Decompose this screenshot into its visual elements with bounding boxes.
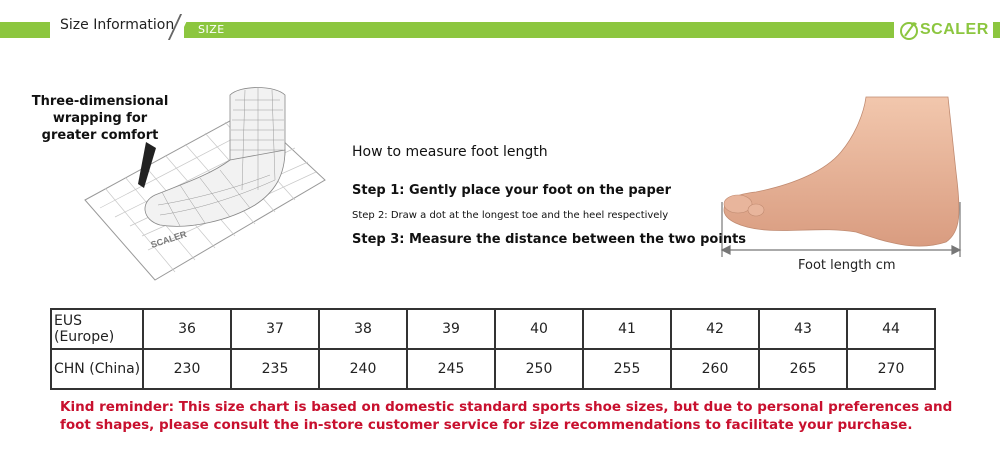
instructions-title: How to measure foot length [352, 144, 548, 160]
table-cell: 250 [495, 349, 583, 389]
row-header-chn: CHN (China) [51, 349, 143, 389]
section-subtitle: SIZE [198, 23, 225, 36]
table-cell: 270 [847, 349, 935, 389]
row-header-eus: EUS (Europe) [51, 309, 143, 349]
leaf-logo-icon [898, 19, 920, 41]
table-cell: 230 [143, 349, 231, 389]
foot-side-illustration [716, 92, 966, 267]
table-cell: 260 [671, 349, 759, 389]
table-cell: 36 [143, 309, 231, 349]
table-cell: 40 [495, 309, 583, 349]
table-cell: 41 [583, 309, 671, 349]
table-cell: 37 [231, 309, 319, 349]
foot-length-label: Foot length cm [798, 258, 896, 273]
table-cell: 240 [319, 349, 407, 389]
table-cell: 38 [319, 309, 407, 349]
table-cell: 43 [759, 309, 847, 349]
table-cell: 39 [407, 309, 495, 349]
instruction-step-3: Step 3: Measure the distance between the two points [352, 232, 747, 247]
wireframe-foot-illustration [80, 80, 330, 290]
table-row [51, 349, 935, 389]
brand-name: SCALER [920, 21, 989, 38]
table-cell: 265 [759, 349, 847, 389]
table-cell: 245 [407, 349, 495, 389]
instruction-step-1: Step 1: Gently place your foot on the paper [352, 183, 671, 198]
header-banner [0, 0, 1000, 44]
brand-logo [894, 16, 993, 44]
table-row [51, 309, 935, 349]
section-title: Size Information [50, 12, 184, 38]
table-cell: 42 [671, 309, 759, 349]
insole-brand: SCALER [149, 228, 188, 250]
kind-reminder-note: Kind reminder: This size chart is based on domestic standard sports shoe sizes, but due to personal preferences and foot shapes, please consult the in-store customer service for size recommendations to facilitate your purchase. [60, 399, 953, 433]
size-chart-table [50, 308, 936, 390]
illustration-caption: Three-dimensional wrapping for greater comfort [31, 94, 169, 143]
table-cell: 44 [847, 309, 935, 349]
table-cell: 255 [583, 349, 671, 389]
instruction-step-2: Step 2: Draw a dot at the longest toe and the heel respectively [352, 210, 669, 221]
pen-icon [138, 142, 156, 188]
table-cell: 235 [231, 349, 319, 389]
